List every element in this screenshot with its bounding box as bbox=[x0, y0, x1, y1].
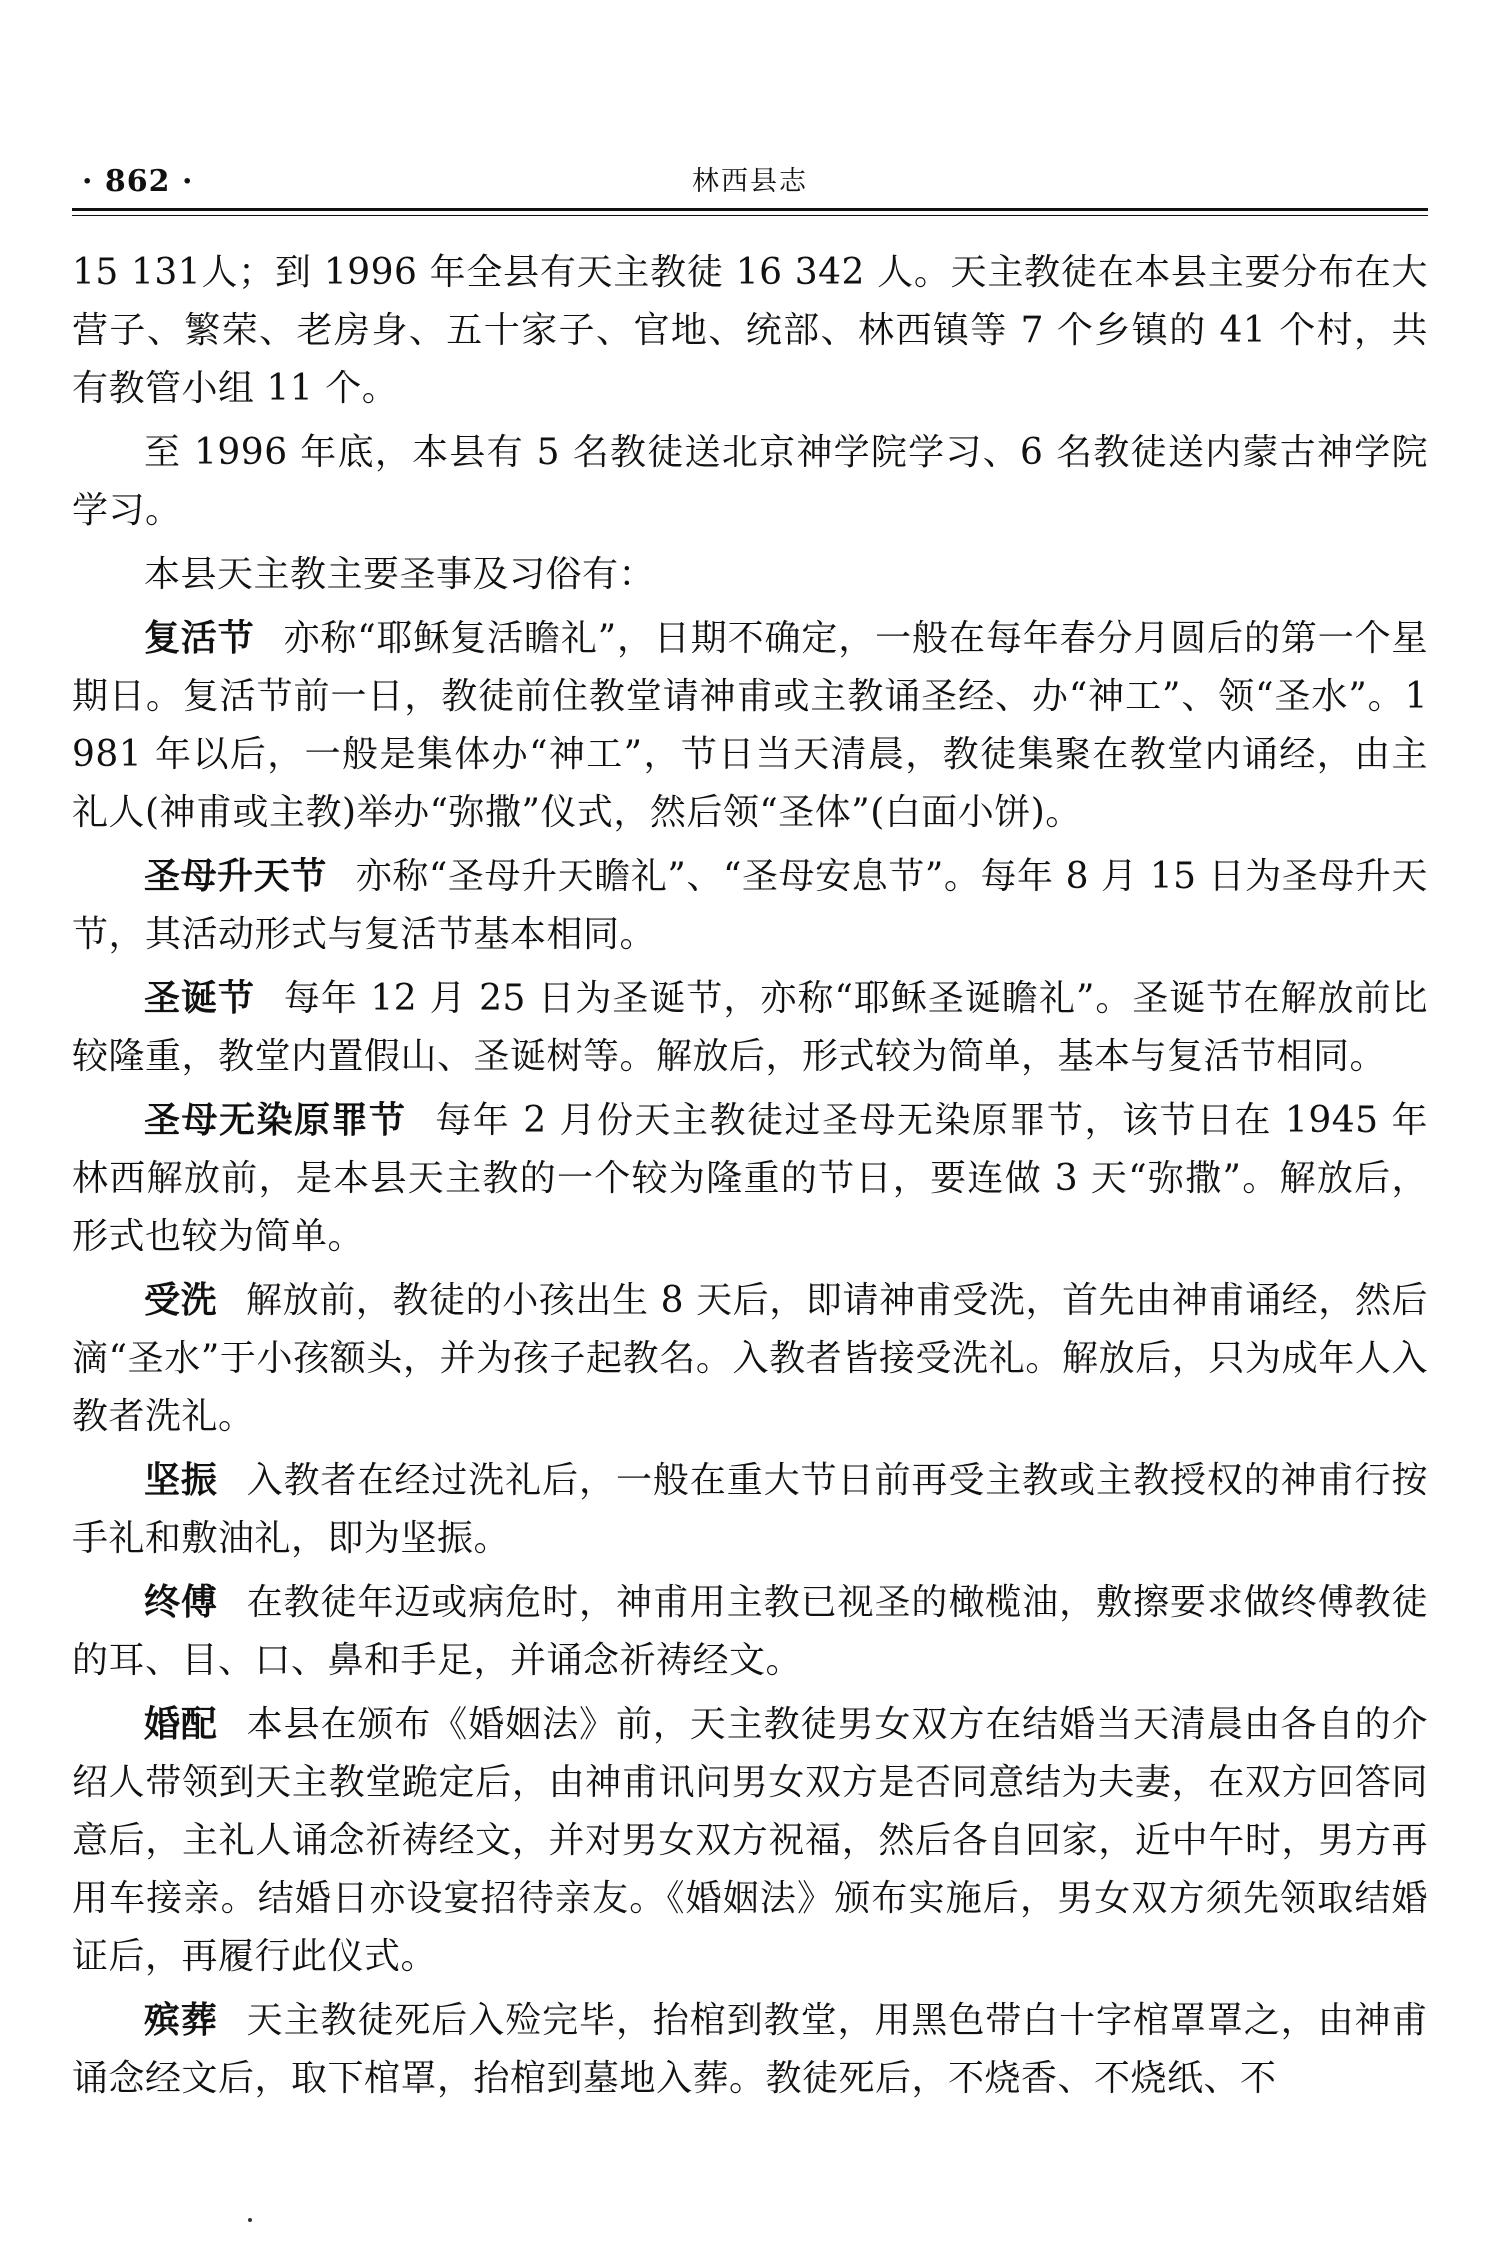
page-number: · 862 · bbox=[82, 164, 194, 199]
paragraph bbox=[72, 546, 1428, 604]
entry-marriage bbox=[72, 1696, 1428, 1986]
entry-confirmation bbox=[72, 1452, 1428, 1568]
entry-text: 解放前，教徒的小孩出生 8 天后，即请神甫受洗，首先由神甫诵经，然后滴“圣水”于小孩额头，并为孩子起教名。入教者皆接受洗礼。解放后，只为成年人入教者洗礼。 bbox=[72, 1280, 1428, 1437]
entry-term: 婚配 bbox=[144, 1704, 218, 1745]
entry-term: 圣母升天节 bbox=[144, 856, 327, 897]
entry-text: 天主教徒死后入殓完毕，抬棺到教堂，用黑色带白十字棺罩罩之，由神甫诵念经文后，取下棺罩，抬棺到墓地入葬。教徒死后，不烧香、不烧纸、不 bbox=[72, 2000, 1428, 2099]
entry-christmas bbox=[72, 970, 1428, 1086]
entry-term: 圣诞节 bbox=[144, 978, 256, 1019]
entry-immaculate-conception bbox=[72, 1092, 1428, 1266]
entry-easter bbox=[72, 610, 1428, 842]
scan-speck bbox=[248, 2218, 252, 2222]
entry-term: 受洗 bbox=[144, 1280, 218, 1321]
entry-text: 每年 12 月 25 日为圣诞节，亦称“耶稣圣诞瞻礼”。圣诞节在解放前比较隆重，教堂内置假山、圣诞树等。解放后，形式较为简单，基本与复活节相同。 bbox=[72, 978, 1428, 1077]
entry-term: 殡葬 bbox=[144, 2000, 218, 2041]
document-page bbox=[72, 0, 1428, 2241]
entry-term: 终傅 bbox=[144, 1582, 218, 1623]
entry-term: 圣母无染原罪节 bbox=[144, 1100, 407, 1141]
body-text bbox=[72, 244, 1428, 2114]
paragraph-continuation bbox=[72, 244, 1428, 418]
entry-extreme-unction bbox=[72, 1574, 1428, 1690]
entry-text: 在教徒年迈或病危时，神甫用主教已视圣的橄榄油，敷擦要求做终傅教徒的耳、目、口、鼻和手足，并诵念祈祷经文。 bbox=[72, 1582, 1428, 1681]
paragraph bbox=[72, 424, 1428, 540]
page-header bbox=[72, 160, 1428, 204]
entry-text: 亦称“耶稣复活瞻礼”，日期不确定，一般在每年春分月圆后的第一个星期日。复活节前一日，教徒前住教堂请神甫或主教诵圣经、办“神工”、领“圣水”。1981 年以后，一般是集体办“神工”，节日当天清晨，教徒集聚在教堂内诵经，由主礼人(神甫或主教)举办“弥撒”仪式，然后领“圣体”(白面小饼)。 bbox=[72, 618, 1428, 833]
entry-text: 每年 2 月份天主教徒过圣母无染原罪节，该节日在 1945 年林西解放前，是本县天主教的一个较为隆重的节日，要连做 3 天“弥撒”。解放后，形式也较为简单。 bbox=[72, 1100, 1428, 1257]
paragraph-text: 至 1996 年底，本县有 5 名教徒送北京神学院学习、6 名教徒送内蒙古神学院学习。 bbox=[72, 432, 1428, 531]
entry-text: 入教者在经过洗礼后，一般在重大节日前再受主教或主教授权的神甫行按手礼和敷油礼，即为坚振。 bbox=[72, 1460, 1428, 1559]
paragraph-text: 本县天主教主要圣事及习俗有： bbox=[144, 554, 656, 595]
header-rule-thick bbox=[72, 208, 1428, 211]
entry-funeral bbox=[72, 1992, 1428, 2108]
running-title: 林西县志 bbox=[692, 166, 808, 197]
entry-term: 复活节 bbox=[144, 618, 255, 659]
header-rule-thin bbox=[72, 215, 1428, 216]
entry-assumption bbox=[72, 848, 1428, 964]
entry-text: 亦称“圣母升天瞻礼”、“圣母安息节”。每年 8 月 15 日为圣母升天节，其活动形式与复活节基本相同。 bbox=[72, 856, 1428, 955]
entry-term: 坚振 bbox=[144, 1460, 218, 1501]
entry-text: 本县在颁布《婚姻法》前，天主教徒男女双方在结婚当天清晨由各自的介绍人带领到天主教堂跪定后，由神甫讯问男女双方是否同意结为夫妻，在双方回答同意后，主礼人诵念祈祷经文，并对男女双方祝福，然后各自回家，近中午时，男方再用车接亲。结婚日亦设宴招待亲友。《婚姻法》颁布实施后，男女双方须先领取结婚证后，再履行此仪式。 bbox=[72, 1704, 1428, 1977]
paragraph-text: 15 131人；到 1996 年全县有天主教徒 16 342 人。天主教徒在本县主要分布在大营子、繁荣、老房身、五十家子、官地、统部、林西镇等 7 个乡镇的 41 个村，共有教管小组 11 个。 bbox=[72, 252, 1428, 409]
entry-baptism bbox=[72, 1272, 1428, 1446]
